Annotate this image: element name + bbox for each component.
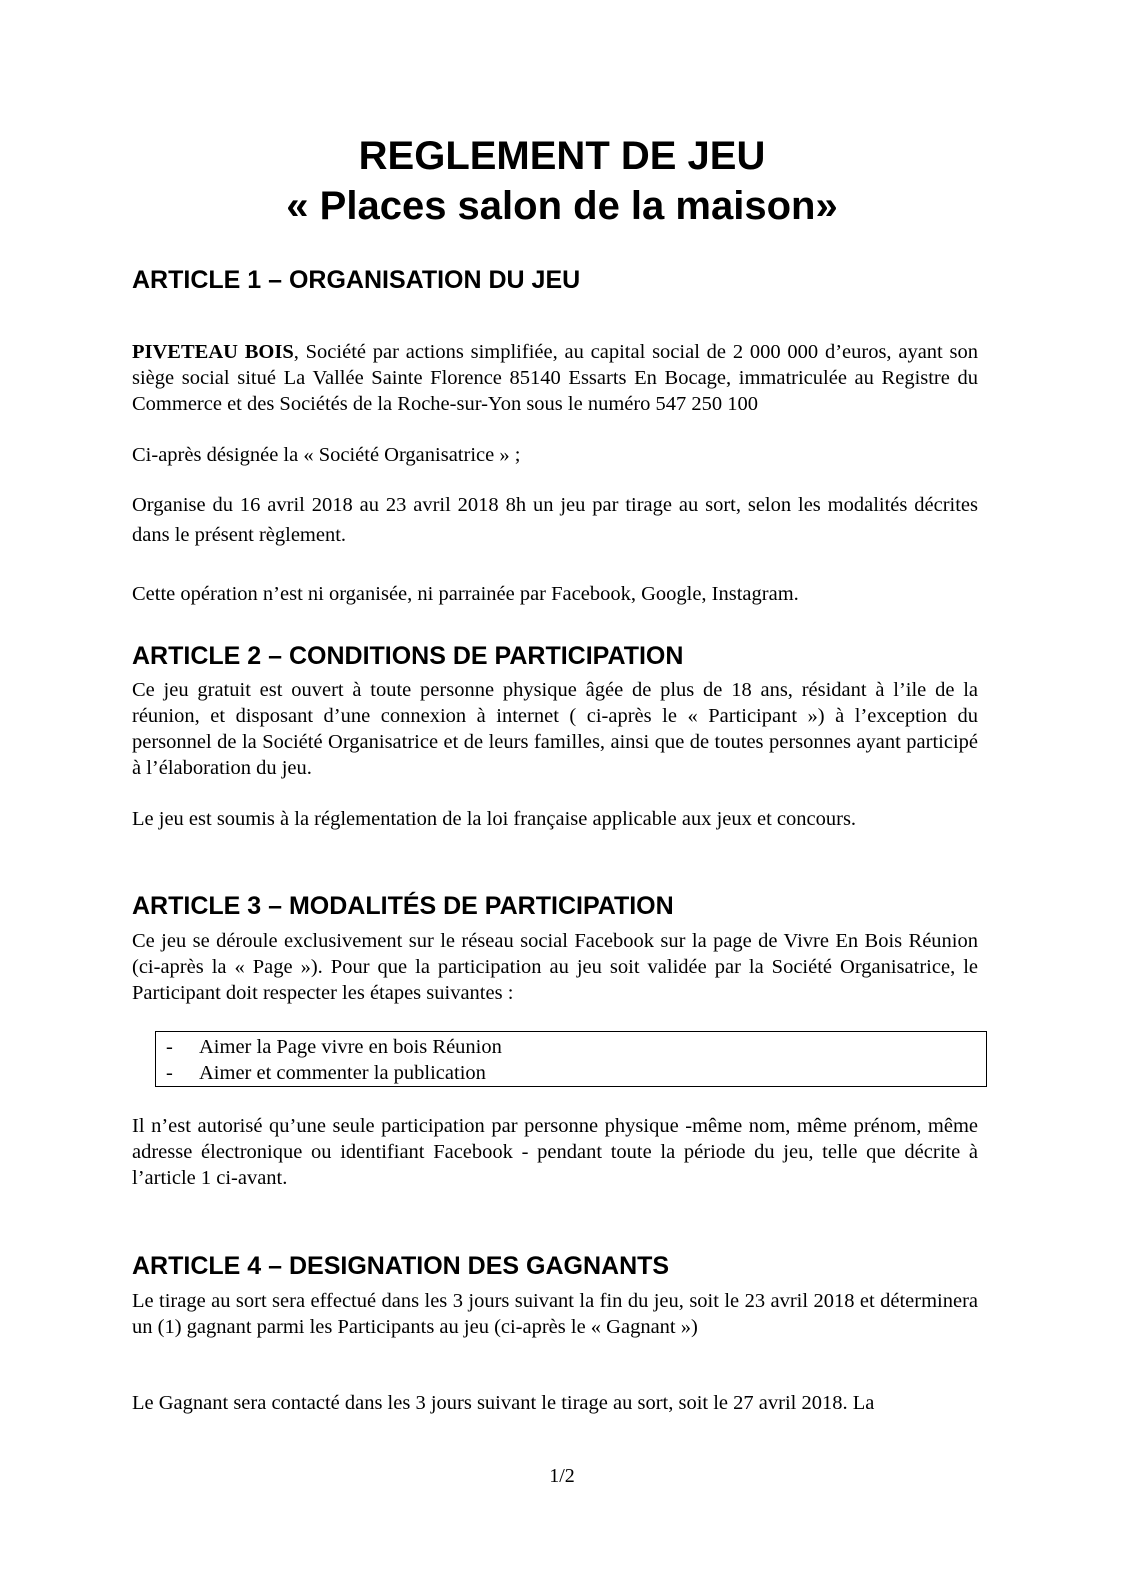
article-2-eligibility-paragraph: Ce jeu gratuit est ouvert à toute personne physique âgée de plus de 18 ans, résidant à l’ile de la réunion, et disposant d’une connexion à internet ( ci-après le « Participant ») à l’exception du personnel de la Société Organisatrice et de leurs familles, ainsi que de toutes personnes ayant participé à l’élaboration du jeu. [132,679,978,779]
article-3-heading: ARTICLE 3 – MODALITÉS DE PARTICIPATION [132,892,674,920]
article-3-single-participation-paragraph: Il n’est autorisé qu’une seule participation par personne physique -même nom, même prénom, même adresse électronique ou identifiant Facebook - pendant toute la période du jeu, telle que décrite à l’article 1 ci-avant. [132,1115,978,1189]
article-4-contact-paragraph: Le Gagnant sera contacté dans les 3 jours suivant le tirage au sort, soit le 27 avril 2018. La [132,1392,875,1414]
article-1-organise-paragraph: Organise du 16 avril 2018 au 23 avril 2018 8h un jeu par tirage au sort, selon les modalités décrites dans le présent règlement. [132,494,978,546]
company-description: , Société par actions simplifiée, au capital social de 2 000 000 d’euros, ayant son siège social situé La Vallée Sainte Florence 85140 Essarts En Bocage, immatriculée au Registre du Commerce et des Sociétés de la Roche-sur-Yon sous le numéro 547 250 100 [132,341,979,415]
article-2-heading: ARTICLE 2 – CONDITIONS DE PARTICIPATION [132,642,684,670]
article-1-designation: Ci-après désignée la « Société Organisatrice » ; [132,444,521,466]
article-3-intro-paragraph: Ce jeu se déroule exclusivement sur le réseau social Facebook sur la page de Vivre En Bois Réunion (ci-après la « Page »). Pour que la participation au jeu soit validée par la Société Organisatrice, le Participant doit respecter les étapes suivantes : [132,930,978,1004]
participation-steps-box [155,1031,987,1087]
page-number: 1/2 [549,1465,575,1487]
step-dash: - [166,1062,173,1084]
article-1-heading: ARTICLE 1 – ORGANISATION DU JEU [132,266,581,294]
article-1-disclaimer: Cette opération n’est ni organisée, ni parrainée par Facebook, Google, Instagram. [132,583,799,605]
article-4-heading: ARTICLE 4 – DESIGNATION DES GAGNANTS [132,1252,670,1280]
article-2-law-paragraph: Le jeu est soumis à la réglementation de la loi française applicable aux jeux et concours. [132,808,857,830]
step-text: Aimer la Page vivre en bois Réunion [199,1036,502,1058]
participation-step [166,1034,502,1060]
article-1-company-paragraph [132,339,978,417]
company-name: PIVETEAU BOIS [132,341,294,363]
participation-step [166,1060,486,1086]
step-dash: - [166,1036,173,1058]
step-text: Aimer et commenter la publication [199,1062,486,1084]
document-title-line1: REGLEMENT DE JEU [358,134,766,178]
article-4-draw-paragraph: Le tirage au sort sera effectué dans les 3 jours suivant la fin du jeu, soit le 23 avril 2018 et déterminera un (1) gagnant parmi les Participants au jeu (ci-après le « Gagnant ») [132,1290,978,1338]
document-title-line2: « Places salon de la maison» [286,184,838,228]
